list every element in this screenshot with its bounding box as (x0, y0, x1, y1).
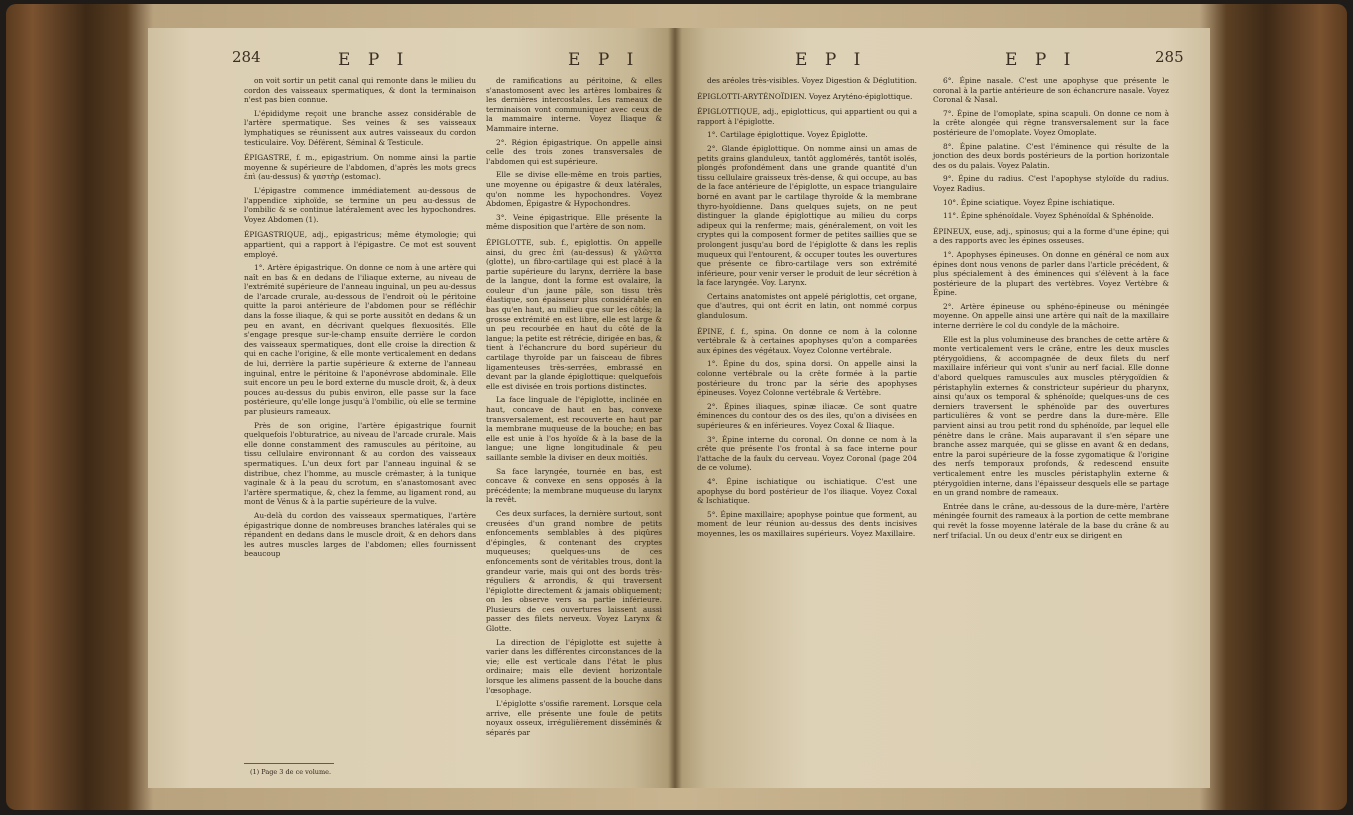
paragraph: on voit sortir un petit canal qui remonte dans le milieu du cordon des vaisseaux spermatiques, & dont la terminaison n'est pas bien connue. (244, 76, 476, 105)
entry-epiglotti-arytenoidien: ÉPIGLOTTI-ARYTÉNOÏDIEN. Voyez Aryténo-épiglottique. (697, 91, 913, 101)
right-page-number: 285 (1155, 48, 1184, 66)
paragraph: 2°. Artère épineuse ou sphéno-épineuse ou méningée moyenne. On appelle ainsi une artère qui naît de la maxillaire interne derrière le col du condyle de la mâchoire. (933, 301, 1169, 331)
paragraph: 2°. Région épigastrique. On appelle ainsi celle des trois zones transversales de l'abdomen qui est supérieure. (486, 137, 662, 166)
footnote-rule (244, 763, 334, 764)
paragraph: 1°. Épine du dos, spina dorsi. On appelle ainsi la colonne vertébrale ou la crête formée à la partie postérieure du tronc par la série des apophyses épineuses. Voyez Colonne vertébrale & Vertèbre. (697, 359, 917, 398)
paragraph: Certains anatomistes ont appelé périglottis, cet organe, que d'autres, qui ont écrit en latin, ont nommé corpus glandulosum. (697, 291, 917, 321)
left-header-2: E P I (568, 50, 640, 70)
paragraph: 9°. Épine du radius. C'est l'apophyse styloïde du radius. Voyez Radius. (933, 174, 1169, 193)
paragraph: L'épiglotte s'ossifie rarement. Lorsque cela arrive, elle présente une foule de petits noyaux osseux, irrégulièrement disséminés & séparés par (486, 699, 662, 737)
left-column-2 (486, 76, 662, 742)
entry-epine: ÉPINE, f. f., spina. On donne ce nom à la colonne vertébrale & à certaines apophyses qu'on a comparées aux épines des végétaux. Voyez Colonne vertébrale. (697, 326, 917, 355)
paragraph: 11°. Épine sphénoïdale. Voyez Sphénoïdal & Sphénoïde. (943, 211, 1154, 221)
right-header-2: E P I (1005, 50, 1077, 70)
paragraph: L'épididyme reçoit une branche assez considérable de l'artère spermatique. Ses veines & ses vaisseaux lymphatiques se réunissent aux autres vaisseaux du cordon testiculaire. Voy. Déférent, Séminal & Testicule. (244, 108, 476, 147)
paragraph: 1°. Artère épigastrique. On donne ce nom à une artère qui naît en bas & en dedans de l'iliaque externe, au niveau de l'extrémité supérieure de l'anneau inguinal, un peu au-dessus de l'arcade crurale, au-dessous de l'endroit où le péritoine quitte la paroi antérieure de l'abdomen pour se réfléchir dans la fosse iliaque, & qui se porte aussitôt en dedans & un peu en avant, en décrivant quelques flexuosités. Elle s'engage presque sur-le-champ ensuite derrière le cordon des vaisseaux spermatiques, dont elle croise la direction & qui en cache l'origine, & elle monte verticalement en dedans de lui, derrière la partie supérieure & externe de l'anneau inguinal, entre le péritoine & l'aponévrose abdominale. Elle suit encore un peu le bord externe du muscle droit, &, à deux pouces au-dessus du pubis environ, elle passe sur la face postérieure, qu'elle longe jusqu'à l'ombilic, où elle se termine par plusieurs rameaux. (244, 263, 476, 416)
book-gutter (668, 28, 682, 788)
right-column-1 (697, 76, 917, 543)
left-column-1 (244, 76, 476, 563)
paragraph: 4°. Épine ischiatique ou ischiatique. C'est une apophyse du bord postérieur de l'os iliaque. Voyez Coxal & Ischiatique. (697, 476, 917, 506)
paragraph: 3°. Veine épigastrique. Elle présente la même disposition que l'artère de son nom. (486, 212, 662, 232)
left-page (148, 28, 675, 788)
paragraph: 6°. Épine nasale. C'est une apophyse que présente le coronal à la partie antérieure de son échancrure nasale. Voyez Coronal & Nasal. (933, 76, 1169, 105)
paragraph: 2°. Glande épiglottique. On nomme ainsi un amas de petits grains glanduleux, tantôt agglomérés, tantôt isolés, plongés profondément dans une grande quantité d'un tissu cellulaire graisseux très-dense, & qui occupe, au bas de la face antérieure de l'épiglotte, un espace triangulaire borné en avant par le cartilage thyroïde & la membrane thyro-hyoïdienne. Dans quelques sujets, on ne peut distinguer la glande épiglottique au milieu du corps adipeux qui la renferme; mais, généralement, on voit les cryptes qui la composent former de petites saillies que se prolongent jusqu'au bord de l'épiglotte & dans les replis muqueux qui l'entourent, & occuper toutes les ouvertures que présente ce fibro-cartilage vers son extrémité inférieure, pour venir verser le produit de leur sécrétion à la face laryngée. Voy. Larynx. (697, 143, 917, 288)
footnote: (1) Page 3 de ce volume. (250, 768, 332, 776)
paragraph: La face linguale de l'épiglotte, inclinée en haut, concave de haut en bas, convexe transversalement, est recouverte en haut par la membrane muqueuse de la bouche; en bas elle est unie à l'os hyoïde & à la base de la langue; une ligne longitudinale & peu saillante semble la diviser en deux moitiés. (486, 395, 662, 462)
paragraph: 10°. Épine sciatique. Voyez Épine ischiatique. (943, 197, 1115, 207)
paragraph: La direction de l'épiglotte est sujette à varier dans les différentes circonstances de la vie; elle est verticale dans l'état le plus ordinaire; mais elle devient horizontale lorsque les alimens passent de la bouche dans l'œsophage. (486, 637, 662, 695)
paragraph: L'épigastre commence immédiatement au-dessous de l'appendice xiphoïde, se termine un peu au-dessus de l'ombilic & se continue latéralement avec les hypochondres. Voyez Abdomen (1). (244, 185, 476, 224)
paragraph: Entrée dans le crâne, au-dessous de la dure-mère, l'artère méningée fournit des rameaux à la portion de cette membrane qui revêt la fosse moyenne latérale de la base du crâne & au nerf trifacial. Un ou deux d'entr eux se dirigent en (933, 501, 1169, 540)
paragraph: Au-delà du cordon des vaisseaux spermatiques, l'artère épigastrique donne de nombreuses branches latérales qui se répandent en dedans dans le muscle droit, & en dehors dans les autres muscles larges de l'abdomen; elles fournissent beaucoup (244, 510, 476, 559)
entry-epigastre: ÉPIGASTRE, f. m., epigastrium. On nomme ainsi la partie moyenne & supérieure de l'abdomen, d'après les mots grecs ἐπὶ (au-dessus) & γαστὴρ (estomac). (244, 153, 476, 182)
paragraph: 5°. Épine maxillaire; apophyse pointue que forment, au moment de leur réunion au-dessus des dents incisives moyennes, les os maxillaires supérieurs. Voyez Maxillaire. (697, 509, 917, 538)
paragraph: Sa face laryngée, tournée en bas, est concave & convexe en sens opposés à la précédente; la membrane muqueuse du larynx la revêt. (486, 466, 662, 505)
right-page (675, 28, 1210, 788)
entry-epineux: ÉPINEUX, euse, adj., spinosus; qui a la forme d'une épine; qui a des rapports avec les épines osseuses. (933, 226, 1169, 246)
paragraph: 2°. Épines iliaques, spinæ iliacæ. Ce sont quatre éminences du contour des os des iles, qu'on a divisées en supérieures & en inférieures. Voyez Coxal & Iliaque. (697, 401, 917, 430)
paragraph: de ramifications au péritoine, & elles s'anastomosent avec les artères lombaires & les dernières intercostales. Les rameaux de terminaison vont communiquer avec ceux de la mammaire interne. Voyez Iliaque & Mammaire interne. (486, 76, 662, 133)
left-page-number: 284 (232, 48, 261, 66)
paragraph: Elle se divise elle-même en trois parties, une moyenne ou épigastre & deux latérales, qu'on nomme les hypochondres. Voyez Abdomen, Épigastre & Hypochondres. (486, 170, 662, 209)
paragraph: Elle est la plus volumineuse des branches de cette artère & monte verticalement vers le crâne, entre les deux muscles ptérygoïdiens, & accompagnée de deux filets du nerf maxillaire inférieur qui vont s'unir au nerf facial. Elle donne d'abord quelques ramuscules aux muscles ptérygoïdien & péristaphylin externes & constricteur supérieur du pharynx, ainsi qu'aux os temporal & sphénoïde; quelques-uns de ces derniers traversent le sphénoïde par des ouvertures particulières & vont se perdre dans la dure-mère. Elle parvient ainsi au trou petit rond du sphénoïde, par lequel elle pénètre dans le crâne. Mais auparavant il s'en sépare une branche assez marquée, qui se glisse en avant & en dedans, entre la paroi supérieure de la fosse zygomatique & l'origine des nerfs temporaux profonds, & redescend ensuite verticalement entre les muscles péristaphylin externe & ptérygoïdien interne, dans l'épaisseur desquels elle se partage en un grand nombre de rameaux. (933, 334, 1169, 498)
paragraph: 1°. Cartilage épiglottique. Voyez Épiglotte. (707, 130, 868, 140)
paragraph: 3°. Épine interne du coronal. On donne ce nom à la crête que présente l'os frontal à sa face interne pour l'attache de la faulx du cerveau. Voyez Coronal (page 204 de ce volume). (697, 434, 917, 473)
left-header-1: E P I (338, 50, 410, 70)
paragraph: des aréoles très-visibles. Voyez Digestion & Déglutition. (707, 76, 917, 85)
entry-epiglotte: ÉPIGLOTTE, sub. f., epiglottis. On appelle ainsi, du grec ἐπὶ (au-dessus) & γλῶττα (glotte), un fibro-cartilage qui est placé à la partie supérieure du larynx, derrière la base de la langue, dont la forme est ovalaire, la couleur d'un jaune pâle, son tissu très élastique, son épaisseur plus considérable en bas qu'en haut, au milieu que sur les côtés; la grosse extrémité en est libre, elle est large & un peu recourbée en haut du côté de la langue; la petite est rétrécie, dirigée en bas, & tient à l'échancrure du bord supérieur du cartilage thyroïde par un faisceau de fibres ligamenteuses très-serrées, embrassé en devant par la glande épiglottique: quelquefois elle est divisée en trois portions distinctes. (486, 237, 662, 391)
right-header-1: E P I (795, 50, 867, 70)
paragraph: 7°. Épine de l'omoplate, spina scapuli. On donne ce nom à la crête alongée qui règne transversalement sur la face postérieure de l'omoplate. Voyez Omoplate. (933, 108, 1169, 137)
paragraph: 1°. Apophyses épineuses. On donne en général ce nom aux épines dont nous venons de parler dans l'article précédent, & plus spécialement à des éminences qui s'élèvent à la face postérieure de la plupart des vertèbres. Voyez Vertèbre & Épine. (933, 249, 1169, 298)
paragraph: Ces deux surfaces, la dernière surtout, sont creusées d'un grand nombre de petits enfoncements semblables à des piqûres d'épingles, & contenant des cryptes muqueuses; quelques-uns de ces enfoncements sont de véritables trous, dont la grandeur varie, mais qui ont des bords très-réguliers & arrondis, & qui traversent l'épiglotte directement & jamais obliquement; on les observe vers sa partie inférieure. Plusieurs de ces ouvertures laissent aussi passer des filets nerveux. Voyez Larynx & Glotte. (486, 508, 662, 634)
paragraph: Près de son origine, l'artère épigastrique fournit quelquefois l'obturatrice, au niveau de l'arcade crurale. Mais elle donne constamment des ramuscules au péritoine, au tissu cellulaire environnant & au cordon des vaisseaux spermatiques. L'un deux fort par l'anneau inguinal & se distribue, chez l'homme, au muscle crémaster, à la tunique vaginale & à la peau du scrotum, en s'anastomosant avec l'artère spermatique, &, chez la femme, au ligament rond, au mont de Vénus & à la partie supérieure de la vulve. (244, 420, 476, 507)
right-column-2 (933, 76, 1169, 544)
paragraph: 8°. Épine palatine. C'est l'éminence qui résulte de la jonction des deux bords postérieurs de la portion horizontale des os du palais. Voyez Palatin. (933, 141, 1169, 170)
entry-epigastrique: ÉPIGASTRIQUE, adj., epigastricus; même étymologie; qui appartient, qui a rapport à l'épigastre. Ce mot est souvent employé. (244, 230, 476, 259)
entry-epiglottique: ÉPIGLOTTIQUE, adj., epiglotticus, qui appartient ou qui a rapport à l'épiglotte. (697, 107, 917, 126)
